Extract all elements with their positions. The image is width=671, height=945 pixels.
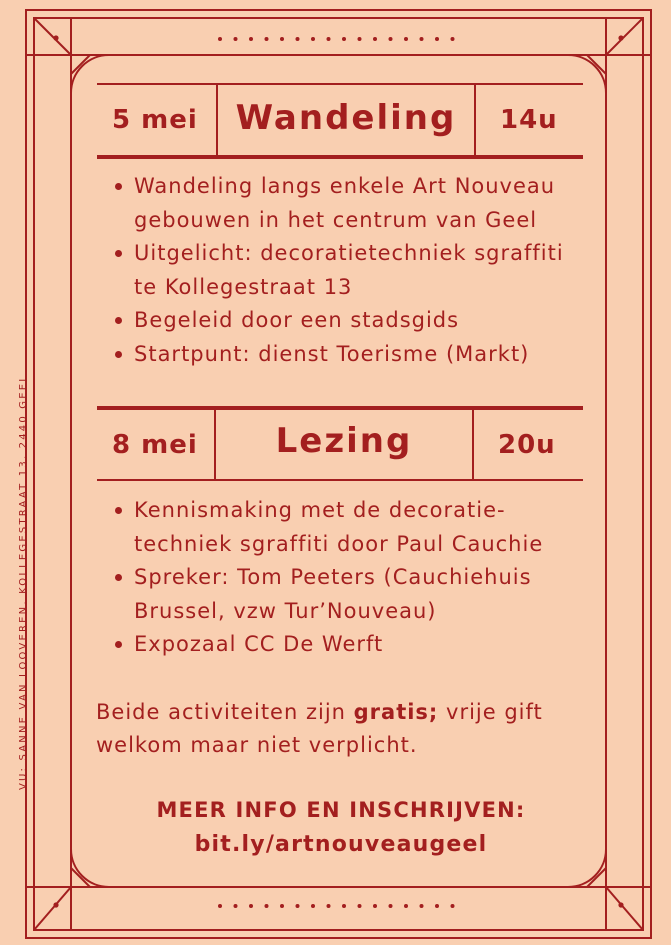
ornament-dot bbox=[358, 904, 362, 908]
event-date: 5 mei bbox=[112, 105, 198, 135]
list-item: Begeleid door een stadsgids bbox=[112, 304, 582, 338]
ornament-dot bbox=[435, 37, 439, 41]
ornament-dot bbox=[373, 37, 377, 41]
cta-link[interactable]: bit.ly/artnouveaugeel bbox=[194, 832, 488, 857]
ornament-dot bbox=[342, 904, 346, 908]
ornament-dot bbox=[218, 904, 222, 908]
list-item: Startpunt: dienst Toerisme (Markt) bbox=[112, 338, 582, 372]
event-header-wandeling bbox=[97, 84, 583, 156]
ornament-dot bbox=[420, 904, 424, 908]
ornament-dot bbox=[234, 904, 238, 908]
ornament-dot bbox=[311, 37, 315, 41]
ornament-dot bbox=[435, 904, 439, 908]
list-item: Spreker: Tom Peeters (Cauchiehuis Brussel, vzw Tur’Nouveau) bbox=[112, 561, 582, 628]
event-time: 20u bbox=[498, 430, 556, 460]
note-text: Beide activiteiten zijn bbox=[96, 700, 354, 724]
ornament-dot bbox=[296, 37, 300, 41]
ornament-dot bbox=[265, 37, 269, 41]
ornament-dot bbox=[296, 904, 300, 908]
event-title: Lezing bbox=[275, 421, 413, 461]
free-admission-note bbox=[96, 696, 586, 762]
ornament-dot bbox=[358, 37, 362, 41]
event-header-lezing bbox=[97, 409, 583, 481]
ornament-dot bbox=[389, 37, 393, 41]
ornament-dot bbox=[404, 904, 408, 908]
ornament-dot bbox=[389, 904, 393, 908]
note-text: vrije gift welkom maar niet verplicht. bbox=[96, 700, 543, 757]
ornament-dot bbox=[404, 37, 408, 41]
ornament-dot bbox=[265, 904, 269, 908]
event-time: 14u bbox=[500, 105, 558, 135]
ornament-dot bbox=[234, 37, 238, 41]
cta-heading: MEER INFO EN INSCHRIJVEN: bbox=[156, 798, 526, 822]
ornament-dot bbox=[327, 904, 331, 908]
ornament-dot bbox=[249, 904, 253, 908]
list-item: Uitgelicht: decoratietechniek sgraffiti te Kollegestraat 13 bbox=[112, 237, 582, 304]
list-item: Expozaal CC De Werft bbox=[112, 628, 582, 662]
ornament-dot bbox=[420, 37, 424, 41]
ornament-dot bbox=[280, 904, 284, 908]
responsible-publisher-credit: VU: SANNE VAN LOOVEREN, KOLLEGESTRAAT 13, 2440 GEEL bbox=[18, 373, 29, 790]
ornament-dot bbox=[451, 37, 455, 41]
ornament-dot bbox=[327, 37, 331, 41]
ornament-dot bbox=[451, 904, 455, 908]
event-details-list bbox=[112, 494, 582, 662]
ornament-dot bbox=[311, 904, 315, 908]
ornament-dot bbox=[249, 37, 253, 41]
ornament-dot bbox=[342, 37, 346, 41]
ornament-dot bbox=[373, 904, 377, 908]
list-item: Kennismaking met de decoratie-techniek sgraffiti door Paul Cauchie bbox=[112, 494, 582, 561]
event-date: 8 mei bbox=[112, 430, 198, 460]
event-details-list bbox=[112, 170, 582, 371]
event-title: Wandeling bbox=[235, 98, 457, 138]
list-item: Wandeling langs enkele Art Nouveau gebouwen in het centrum van Geel bbox=[112, 170, 582, 237]
note-emphasis: gratis; bbox=[353, 700, 439, 724]
ornament-dot bbox=[280, 37, 284, 41]
ornament-dot bbox=[218, 37, 222, 41]
